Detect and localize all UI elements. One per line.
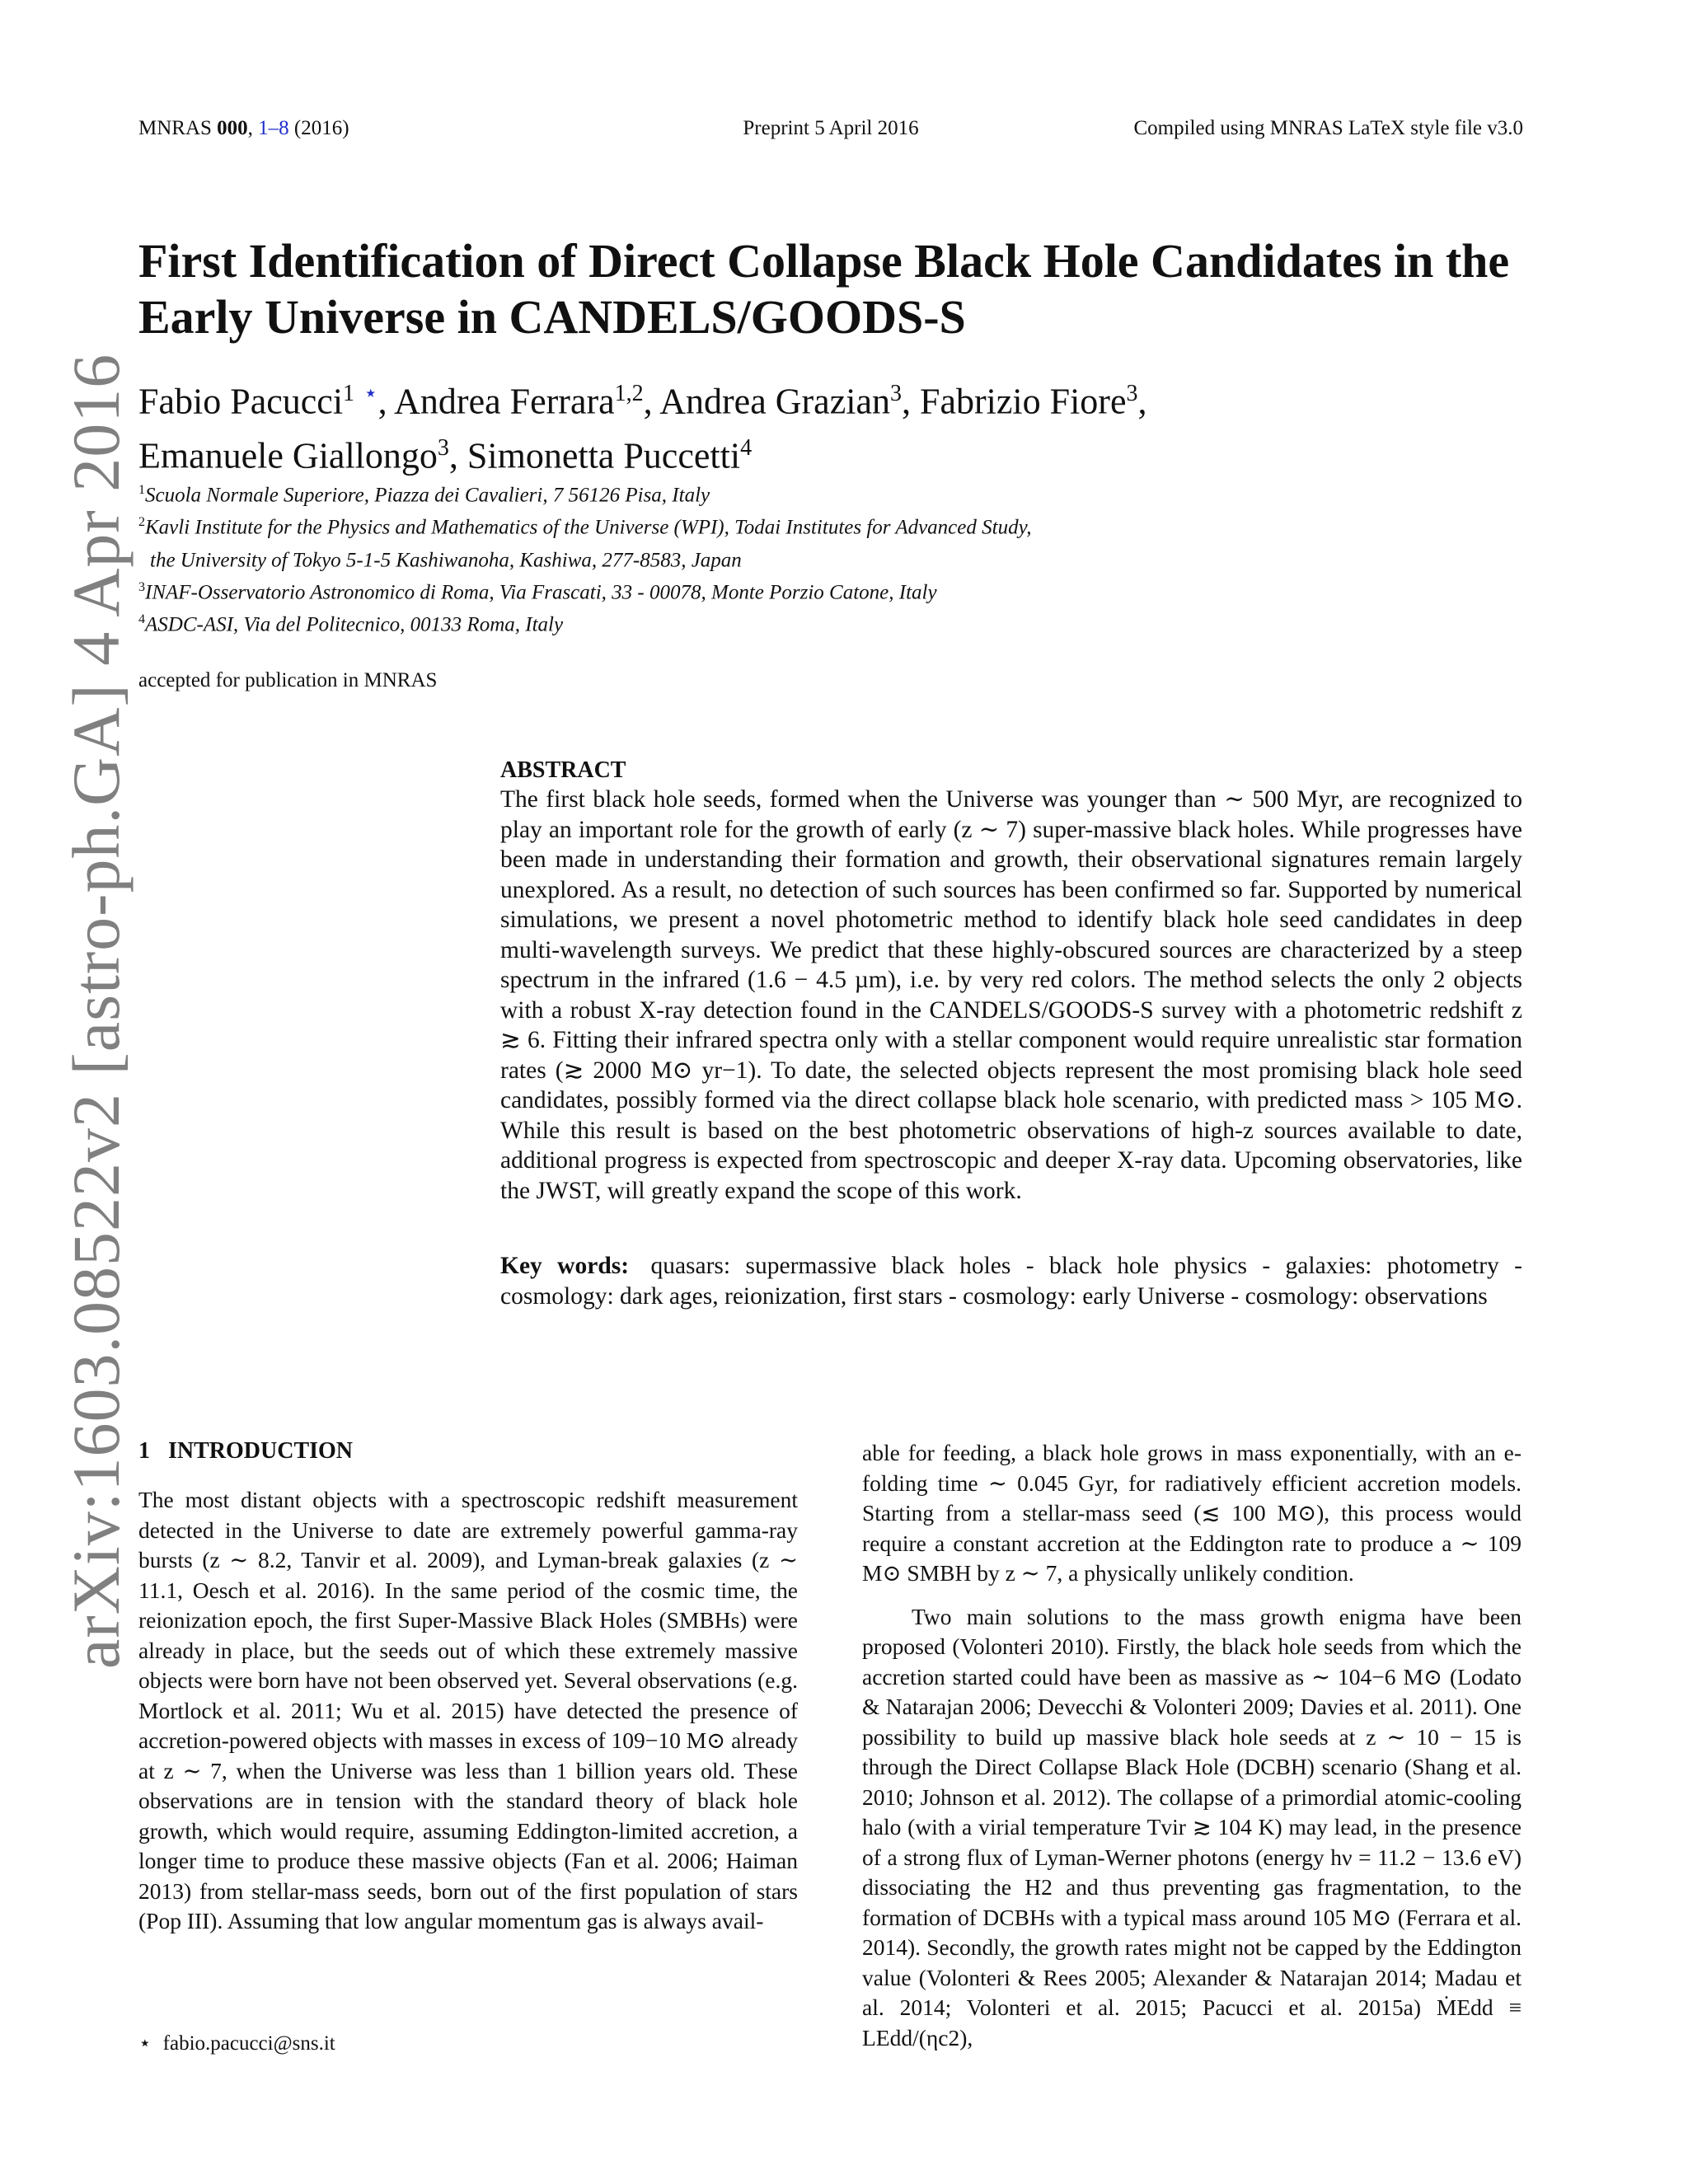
author-affil-number: 4: [740, 434, 753, 461]
journal-volume: 000: [217, 117, 248, 139]
intro-paragraph: Two main solutions to the mass growth enigma have been proposed (Volonteri 2010). Firstly, the black hole seeds from which the accretion started could have been as massive as ∼ 104−6 M⊙ (Lodato & Natarajan 2006; Devecchi & Volonteri 2009; Davies et al. 2011). One possibility to build up massive black hole seeds at z ∼ 10 − 15 is through the Direct Collapse Black Hole (DCBH) scenario (Shang et al. 2010; Johnson et al. 2012). The collapse of a primordial atomic-cooling halo (with a virial temperature Tvir ≳ 104 K) may lead, in the presence of a strong flux of Lyman-Werner photons (energy hν = 11.2 − 13.6 eV) dissociating the H2 and thus preventing gas fragmentation, to the formation of DCBHs with a typical mass around 105 M⊙ (Ferrara et al. 2014). Secondly, the growth rates might not be capped by the Eddington value (Volonteri & Rees 2005; Alexander & Natarajan 2014; Madau et al. 2014; Volonteri et al. 2015; Pacucci et al. 2015a) ṀEdd ≡ LEdd/(ηc2),: [862, 1603, 1522, 2050]
keywords-text: quasars: supermassive black holes - black hole physics - galaxies: photometry - cosmology: dark ages, reionization, first stars - cosmology: early Universe - cosmology: observations: [500, 1253, 1522, 1310]
affiliation-number: 1: [138, 483, 145, 497]
author-list: [138, 371, 1556, 479]
author-separator: ,: [448, 435, 458, 476]
affiliation-item: [138, 574, 1292, 606]
intro-paragraph: The most distant objects with a spectroscopic redshift measurement detected in the Universe to date are extremely powerful gamma-ray bursts (z ∼ 8.2, Tanvir et al. 2009), and Lyman-break galaxies (z ∼ 11.1, Oesch et al. 2016). In the same period of the cosmic time, the reionization epoch, the first Super-Massive Black Holes (SMBHs) were already in place, but the seeds out of which these extremely massive objects were born have not been observed yet. Several observations (e.g. Mortlock et al. 2011; Wu et al. 2015) have detected the presence of accretion-powered objects with masses in excess of 109−10 M⊙ already at z ∼ 7, when the Universe was less than 1 billion years old. These observations are in tension with the standard theory of black hole growth, which would require, assuming Eddington-limited accretion, a longer time to produce these massive objects (Fan et al. 2006; Haiman 2013) from stellar-mass seeds, born out of the first population of stars (Pop III). Assuming that low angular momentum gas is always avail-: [138, 1487, 798, 1933]
section-title: INTRODUCTION: [168, 1438, 354, 1464]
preprint-date: Preprint 5 April 2016: [743, 117, 919, 139]
section-number: 1: [138, 1438, 150, 1464]
left-column: [138, 1485, 798, 1937]
affiliation-item: [138, 541, 1292, 574]
footnote-email: fabio.pacucci@sns.it: [162, 2032, 335, 2055]
abstract-text: The first black hole seeds, formed when the Universe was younger than ∼ 500 Myr, are recognized to play an important role for the growth of early (z ∼ 7) super-massive black holes. While progresses have been made in understanding their formation and growth, their observational signatures remain largely unexplored. As a result, no detection of such sources has been confirmed so far. Supported by numerical simulations, we present a novel photometric method to identify black hole seed candidates in deep multi-wavelength surveys. We predict that these highly-obscured sources are characterized by a steep spectrum in the infrared (1.6 − 4.5 µm), i.e. by very red colors. The method selects the only 2 objects with a robust X-ray detection found in the CANDELS/GOODS-S survey with a photometric redshift z ≳ 6. Fitting their infrared spectra only with a stellar component would require unrealistic star formation rates (≳ 2000 M⊙ yr−1). To date, the selected objects represent the most promising black hole seed candidates, possibly formed via the direct collapse black hole scenario, with predicted mass > 105 M⊙. While this result is based on the best photometric observations of high-z sources available to date, additional progress is expected from spectroscopic and deeper X-ray data. Upcoming observatories, like the JWST, will greatly expand the scope of this work.: [500, 786, 1522, 1204]
author-affil-number: 1: [343, 381, 355, 406]
author-affil-number: 1,2: [614, 381, 644, 406]
author-separator: ,: [377, 381, 387, 422]
acceptance-note: accepted for publication in MNRAS: [138, 669, 438, 691]
page-range-link[interactable]: 1–8: [258, 117, 289, 139]
author-name: Emanuele Giallongo: [138, 435, 438, 476]
affiliation-text: ASDC-ASI, Via del Politecnico, 00133 Roma, Italy: [145, 613, 564, 636]
affiliation-text: Kavli Institute for the Physics and Mathematics of the Universe (WPI), Todai Institutes for Advanced Study,: [145, 516, 1032, 539]
author-name: Andrea Grazian: [659, 381, 890, 422]
journal-name: MNRAS: [138, 117, 212, 139]
keywords-block: [500, 1251, 1522, 1311]
author-name: Andrea Ferrara: [394, 381, 615, 422]
affiliation-item: [138, 476, 1292, 509]
style-file-note: Compiled using MNRAS LaTeX style file v3.0: [1133, 117, 1523, 139]
affiliation-item: [138, 606, 1292, 638]
affiliation-number: 4: [138, 612, 145, 627]
paper-title: First Identification of Direct Collapse Black Hole Candidates in the Early Universe in CANDELS/GOODS-S: [138, 234, 1510, 344]
footnote-mark: ⋆: [138, 2032, 152, 2055]
author-affil-number: 3: [1126, 381, 1138, 406]
journal-citation: MNRAS 000, 1–8 (2016): [138, 117, 349, 139]
right-column: [862, 1438, 1522, 2066]
author-name: Simonetta Puccetti: [467, 435, 741, 476]
journal-year: (2016): [293, 117, 349, 139]
affiliation-number: 3: [138, 579, 145, 594]
section-heading: [138, 1438, 353, 1465]
abstract-heading: ABSTRACT: [500, 757, 626, 783]
affiliation-item: [138, 509, 1292, 541]
abstract-block: [500, 757, 1522, 1206]
affiliation-list: [138, 476, 1292, 639]
affiliation-text: Scuola Normale Superiore, Piazza dei Cavalieri, 7 56126 Pisa, Italy: [145, 484, 710, 507]
author-name: Fabio Pacucci: [138, 381, 344, 422]
intro-paragraph: able for feeding, a black hole grows in mass exponentially, with an e-folding time ∼ 0.045 Gyr, for radiatively efficient accretion models. Starting from a stellar-mass seed (≲ 100 M⊙), this process would require a constant accretion at the Eddington rate to produce a ∼ 109 M⊙ SMBH by z ∼ 7, a physically unlikely condition.: [862, 1440, 1522, 1586]
author-affil-number: 3: [437, 434, 449, 461]
author-affil-number: 3: [889, 381, 902, 406]
affiliation-text: INAF-Osservatorio Astronomico di Roma, Via Frascati, 33 - 00078, Monte Porzio Catone, Italy: [145, 581, 937, 604]
affiliation-text: the University of Tokyo 5-1-5 Kashiwanoha, Kashiwa, 277-8583, Japan: [150, 548, 742, 571]
arxiv-stamp: arXiv:1603.08522v2 [astro-ph.GA] 4 Apr 2016: [59, 353, 134, 1669]
footnote: [138, 2031, 335, 2055]
author-separator: ,: [1137, 381, 1147, 422]
keywords-label: Key words:: [500, 1253, 630, 1279]
author-footnote-link[interactable]: ⋆: [363, 381, 378, 406]
author-separator: ,: [643, 381, 653, 422]
affiliation-number: 2: [138, 515, 145, 530]
author-name: Fabrizio Fiore: [919, 381, 1127, 422]
page-header: [138, 117, 1523, 147]
author-separator: ,: [901, 381, 911, 422]
